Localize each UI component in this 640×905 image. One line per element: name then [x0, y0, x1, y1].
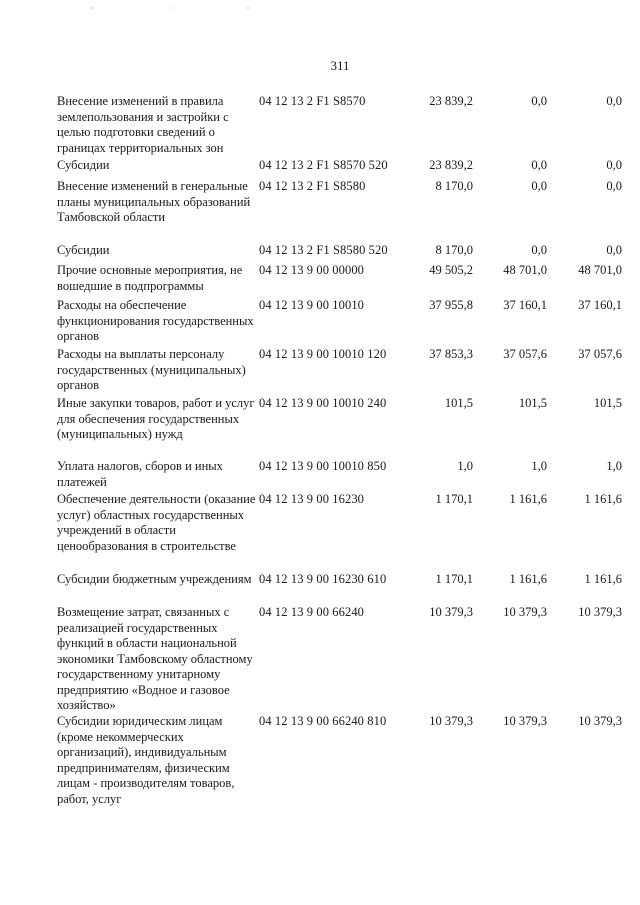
row-name: Субсидии бюджетным учреждениям: [57, 572, 252, 586]
row-value-3: 1 161,6: [584, 492, 622, 506]
row-value-2: 0,0: [531, 158, 547, 172]
row-code: 04 12 13 9 00 16230 610: [259, 572, 387, 586]
row-value-3: 10 379,3: [578, 605, 622, 619]
row-value-1: 23 839,2: [429, 158, 473, 172]
row-code: 04 12 13 9 00 66240: [259, 605, 365, 619]
row-value-2: 37 160,1: [503, 298, 547, 312]
row-name: Обеспечение деятельности (оказание услуг) областных государственных учреждений в области ценообразования в строительстве: [57, 492, 256, 553]
row-value-2: 10 379,3: [503, 605, 547, 619]
row-value-3: 37 057,6: [578, 347, 622, 361]
row-name: Внесение изменений в правила землепользования и застройки с целью подготовки сведений о границах территориальных зон: [57, 94, 229, 155]
row-code: 04 12 13 9 00 10010 120: [259, 347, 387, 361]
row-value-1: 49 505,2: [429, 263, 473, 277]
row-value-3: 0,0: [606, 94, 622, 108]
row-code: 04 12 13 9 00 00000: [259, 263, 365, 277]
row-name: Прочие основные мероприятия, не вошедшие в подпрограммы: [57, 263, 243, 293]
row-code: 04 12 13 2 F1 S8580 520: [259, 243, 388, 257]
row-code: 04 12 13 2 F1 S8570: [259, 94, 366, 108]
row-code: 04 12 13 2 F1 S8570 520: [259, 158, 388, 172]
row-name: Возмещение затрат, связанных с реализацией государственных функций в области национальной экономики Тамбовскому областному государственному унитарному предприятию «Водное и газовое хозяйство»: [57, 605, 253, 712]
row-value-1: 37 853,3: [429, 347, 473, 361]
row-value-1: 101,5: [444, 396, 473, 410]
row-code: 04 12 13 9 00 10010 240: [259, 396, 387, 410]
row-code: 04 12 13 9 00 66240 810: [259, 714, 387, 728]
row-value-3: 101,5: [593, 396, 622, 410]
row-value-2: 0,0: [531, 179, 547, 193]
row-value-1: 37 955,8: [429, 298, 473, 312]
row-name: Субсидии: [57, 158, 110, 172]
row-value-3: 0,0: [606, 158, 622, 172]
row-code: 04 12 13 9 00 10010: [259, 298, 365, 312]
row-name: Внесение изменений в генеральные планы муниципальных образований Тамбовской области: [57, 179, 251, 224]
row-value-1: 8 170,0: [435, 243, 473, 257]
row-code: 04 12 13 9 00 16230: [259, 492, 365, 506]
row-name: Расходы на выплаты персоналу государственных (муниципальных) органов: [57, 347, 246, 392]
row-value-1: 1,0: [457, 459, 473, 473]
row-value-3: 1,0: [606, 459, 622, 473]
row-value-2: 0,0: [531, 94, 547, 108]
row-value-2: 1,0: [531, 459, 547, 473]
row-name: Субсидии: [57, 243, 110, 257]
row-value-3: 0,0: [606, 179, 622, 193]
row-value-2: 101,5: [518, 396, 547, 410]
row-value-3: 10 379,3: [578, 714, 622, 728]
page-number: 311: [330, 58, 350, 73]
row-value-2: 0,0: [531, 243, 547, 257]
row-code: 04 12 13 2 F1 S8580: [259, 179, 366, 193]
row-name: Иные закупки товаров, работ и услуг для обеспечения государственных (муниципальных) нужд: [57, 396, 255, 441]
row-code: 04 12 13 9 00 10010 850: [259, 459, 387, 473]
row-value-2: 10 379,3: [503, 714, 547, 728]
row-value-2: 1 161,6: [509, 572, 547, 586]
row-value-2: 48 701,0: [503, 263, 547, 277]
row-value-1: 10 379,3: [429, 605, 473, 619]
row-value-1: 10 379,3: [429, 714, 473, 728]
row-value-1: 1 170,1: [435, 572, 473, 586]
row-value-2: 1 161,6: [509, 492, 547, 506]
row-value-1: 1 170,1: [435, 492, 473, 506]
row-value-1: 23 839,2: [429, 94, 473, 108]
scan-specks: [80, 6, 280, 10]
row-value-3: 0,0: [606, 243, 622, 257]
row-value-1: 8 170,0: [435, 179, 473, 193]
row-value-2: 37 057,6: [503, 347, 547, 361]
row-value-3: 1 161,6: [584, 572, 622, 586]
row-value-3: 37 160,1: [578, 298, 622, 312]
row-name: Уплата налогов, сборов и иных платежей: [57, 459, 223, 489]
row-name: Субсидии юридическим лицам (кроме некоммерческих организаций), индивидуальным предпринимателям, физическим лицам - производителям товаров, работ, услуг: [57, 714, 235, 806]
row-name: Расходы на обеспечение функционирования государственных органов: [57, 298, 254, 343]
row-value-3: 48 701,0: [578, 263, 622, 277]
